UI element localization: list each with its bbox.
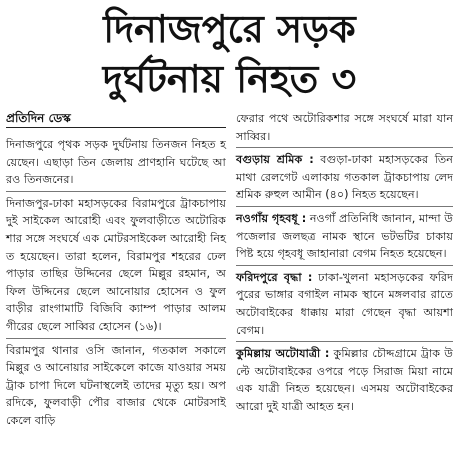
headline-line-2: দুর্ঘটনায় নিহত ৩ [102,56,357,101]
body-paragraph: বিরামপুর থানার ওসি জানান, গতকাল সকালে মিল্লুর ও আনোয়ার সাইকেলে কাজে যাওয়ার সময় ট্রাক চাপা দিলে ঘটনাস্থলেই তাদের মৃত্যু হয়। অপরদিকে, ফুলবাড়ী পৌর বাজার থেকে মোটরসাইকেলে বাড়ি [6,343,226,427]
news-item [236,269,453,339]
news-item-text: নওগাঁ প্রতিনিধি জানান, মান্দা উপজেলার জলছত্র নামক স্থানে ভটভটির চাকায় পিষ্ট হয়ে গৃহবধূ জাহানারা বেগম নিহত হয়েছেন। [236,211,453,261]
news-item-lead: ফরিদপুরে বৃদ্ধা : [236,270,313,284]
body-paragraph: দিনাজপুর-ঢাকা মহাসড়কের বিরামপুরে ট্রাকচাপায় দুই সাইকেল আরোহী এবং ফুলবাড়ীতে অটোরিকশার সঙ্গে সংঘর্ষে এক মোটরসাইকেল আরোহী নিহত হয়েছেন। তারা হলেন, বিরামপুর শহরের ঢেলপাড়ার তাছির উদ্দিনের ছেলে মিল্লুর রহমান, অফিল উদ্দিনের ছেলে আনোয়ার হোসেন ও ফুলবাড়ীর রাংগামাটি বিজিবি ক্যাম্প পাড়ার আলমগীরের ছেলে সাব্বির হোসেন (১৬)। [6,196,226,333]
byline-divider [6,127,226,128]
news-item-text: ঢাকা-খুলনা মহাসড়কের ফরিদপুরের ভাঙ্গার বগাইল নামক স্থানে মঙ্গলবার রাতে অটোবাইকের ধাক্কায় মারা গেছেন বৃদ্ধা আয়শা বেগম। [236,270,453,337]
paragraph-divider [236,265,453,266]
paragraph-divider [236,341,453,342]
byline: প্রতিদিন ডেস্ক [6,111,71,125]
news-item-lead: নওগাঁয় গৃহবধূ : [236,211,307,225]
paragraph-divider [6,191,226,192]
news-item-text: কুমিল্লার চৌদ্দগ্রামে ট্রাক উল্টে অটোবাইকের ওপরে পড়ে সিরাজ মিয়া নামে এক যাত্রী নিহত হয়েছেন। এসময় অটোবাইকের আরো দুই যাত্রী আহত হন। [236,347,453,413]
news-item-text: বগুড়া-ঢাকা মহাসড়কের তিনমাথা রেলগেট এলাকায় গতকাল ট্রাকচাপায় লেদ শ্রমিক রুহুল আমীন (৪০) নিহত হয়েছেন। [236,153,453,202]
paragraph-divider [236,147,453,148]
headline-line-1: দিনাজপুরে সড়ক [103,6,356,51]
paragraph-divider [236,206,453,207]
news-item [236,345,453,415]
left-column [6,136,226,430]
continuation-paragraph: ফেরার পথে অটোরিকশার সঙ্গে সংঘর্ষে মারা যান সাব্বির। [236,112,453,143]
headline [0,4,459,104]
body-paragraph: দিনাজপুরে পৃথক সড়ক দুর্ঘটনায় তিনজন নিহত হয়েছেন। এছাড়া তিন জেলায় প্রাণহানি ঘটেছে আরও তিনজনের। [6,138,226,187]
paragraph-divider [6,338,226,339]
news-item [236,151,453,204]
news-item-lead: কুমিল্লায় অটোযাত্রী : [236,347,330,361]
news-item [236,210,453,263]
news-item-lead: বগুড়ায় শ্রমিক : [236,153,314,167]
right-column [236,110,453,416]
